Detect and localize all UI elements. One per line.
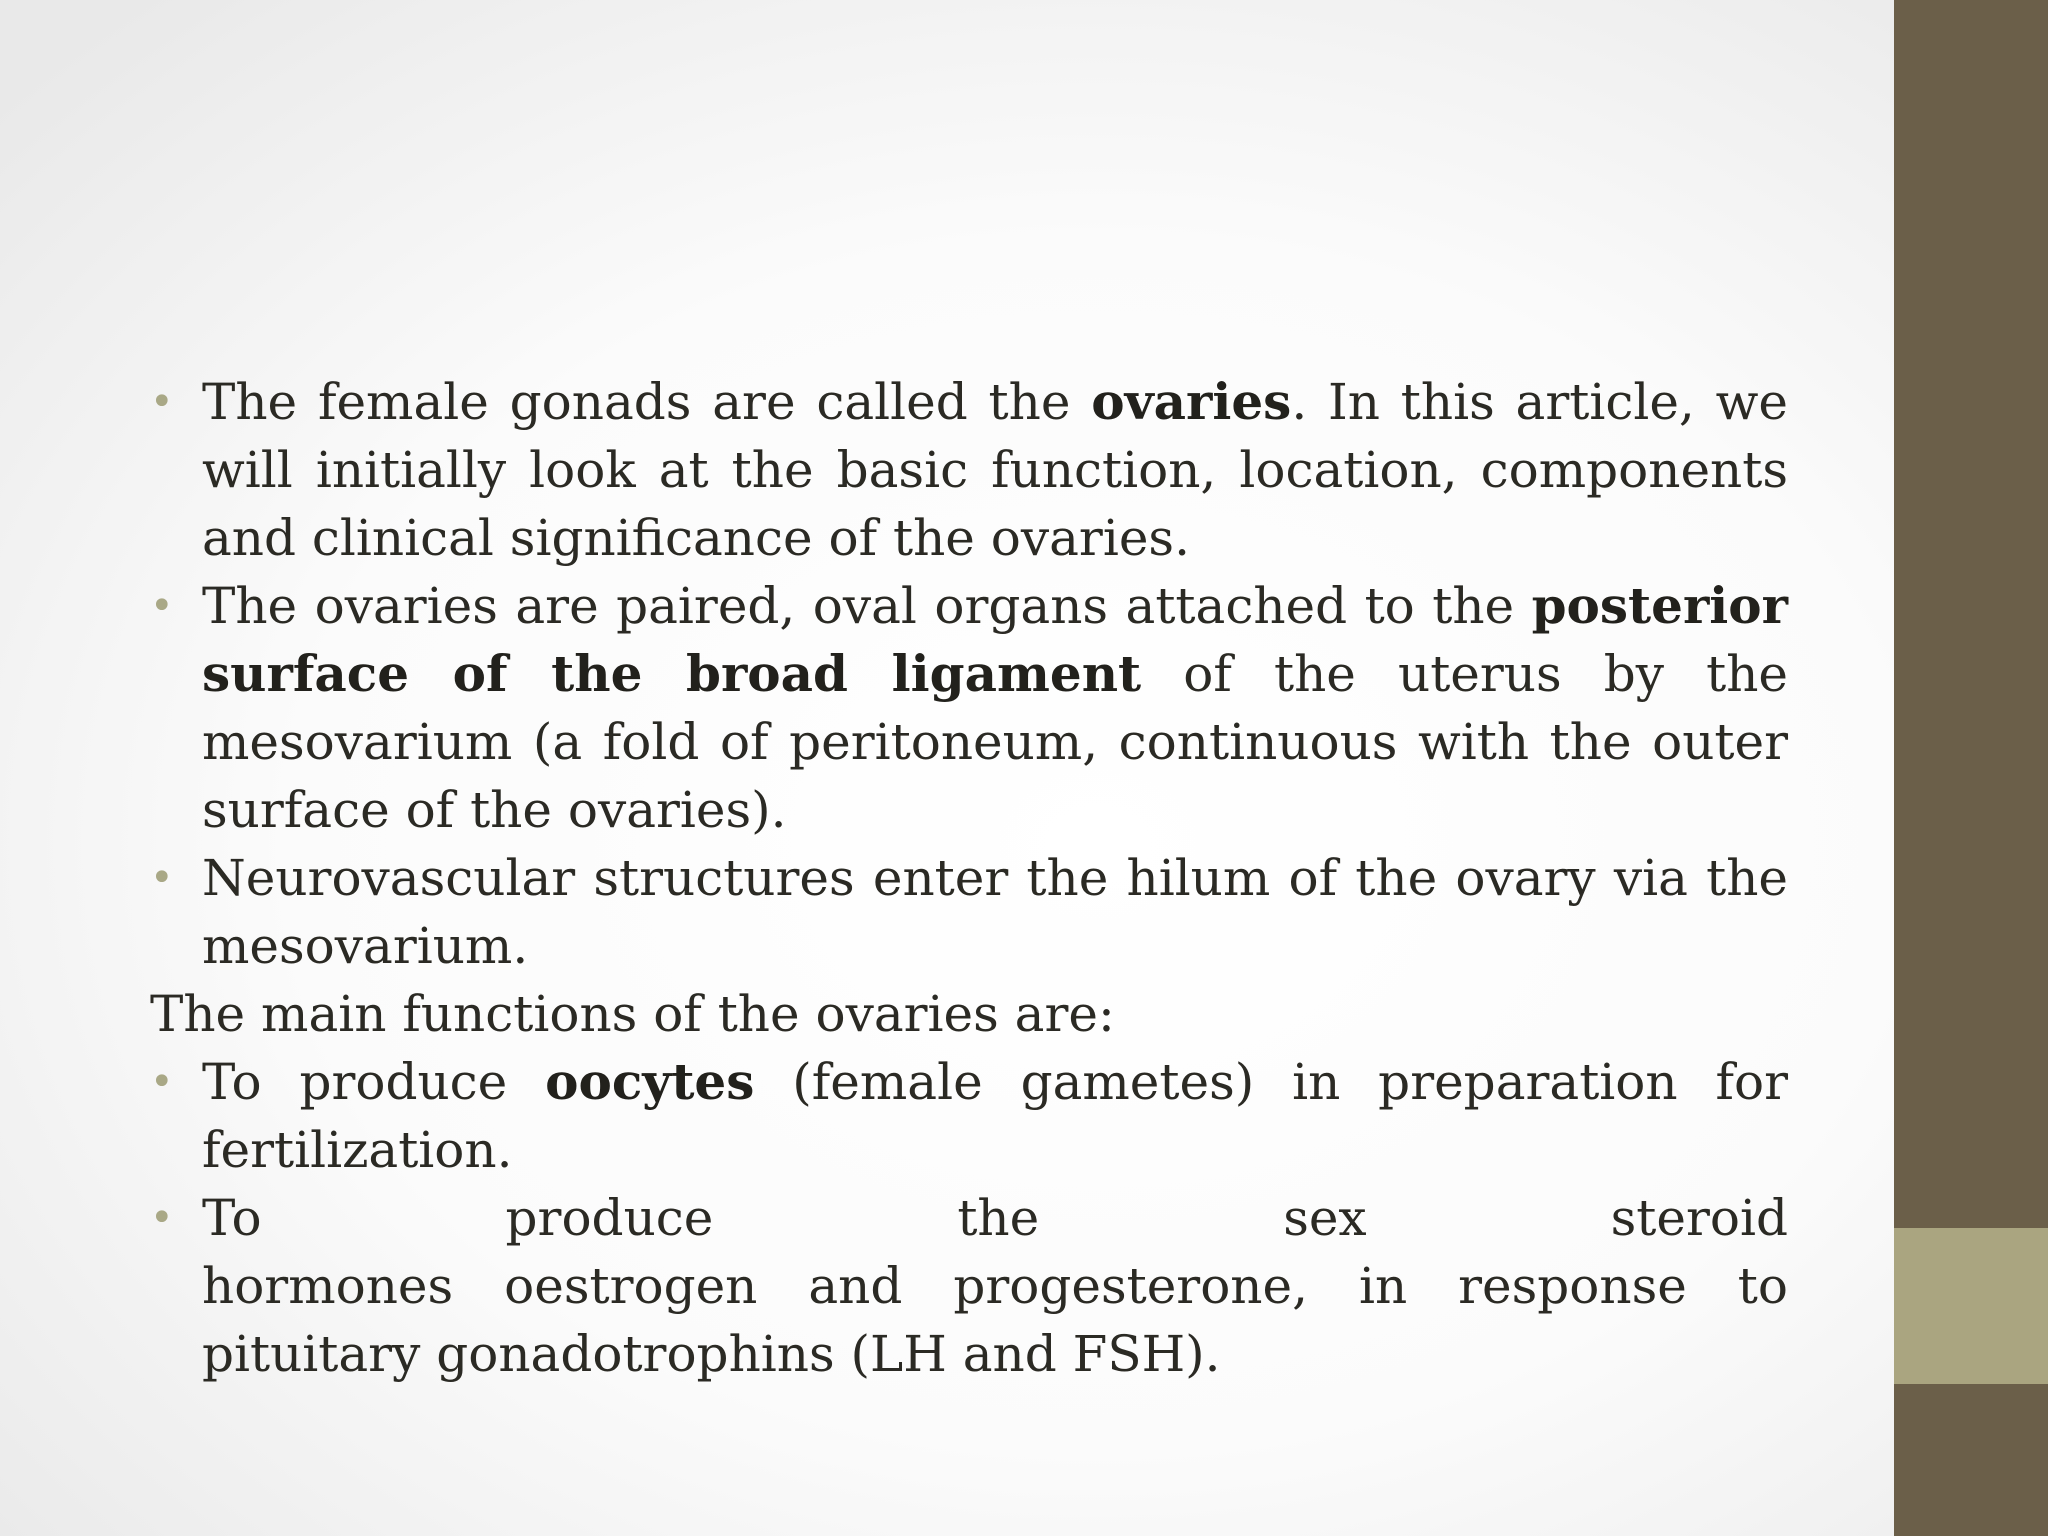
bullet-ovaries-intro [150,368,1788,572]
word: • To [202,1189,262,1247]
bullet-text: . In this article, we will initially look at the basic function, location, components and clinical significance of the ovaries. [202,373,1789,567]
bullet-ovaries-attachment [150,572,1788,844]
bullet-hormones [150,1184,1788,1388]
bold-term-oocytes: oocytes [545,1052,755,1111]
decorative-side-accent [1894,1228,2048,1384]
functions-heading: The main functions of the ovaries are: [150,985,1115,1043]
slide-body [150,368,1788,1388]
bullet-text: The ovaries are paired, oval organs attached to the [202,577,1532,635]
word: sex [1283,1189,1367,1247]
word: produce [505,1189,714,1247]
bullet-text: hormones oestrogen and progesterone, in response to pituitary gonadotrophins (LH and FSH). [202,1257,1788,1383]
bullet-spread-line [202,1184,1788,1252]
bold-term-ovaries: ovaries [1091,372,1292,431]
bold-term-broad-ligament: posterior surface of the broad ligament [202,576,1788,703]
bullet-text: Neurovascular structures enter the hilum of the ovary via the mesovarium. [202,849,1788,975]
bullet-text: of the uterus by the mesovarium (a fold of peritoneum, continuous with the outer surface of the ovaries). [202,645,1788,839]
bullet-text: (female gametes) in preparation for fertilization. [202,1053,1788,1179]
bullet-text: To produce [202,1053,546,1111]
word: steroid [1610,1189,1788,1247]
word: the [957,1189,1040,1247]
bullet-oocytes [150,1048,1788,1184]
bullet-text: The female gonads are called the [202,373,1092,431]
bullet-neurovascular [150,844,1788,980]
